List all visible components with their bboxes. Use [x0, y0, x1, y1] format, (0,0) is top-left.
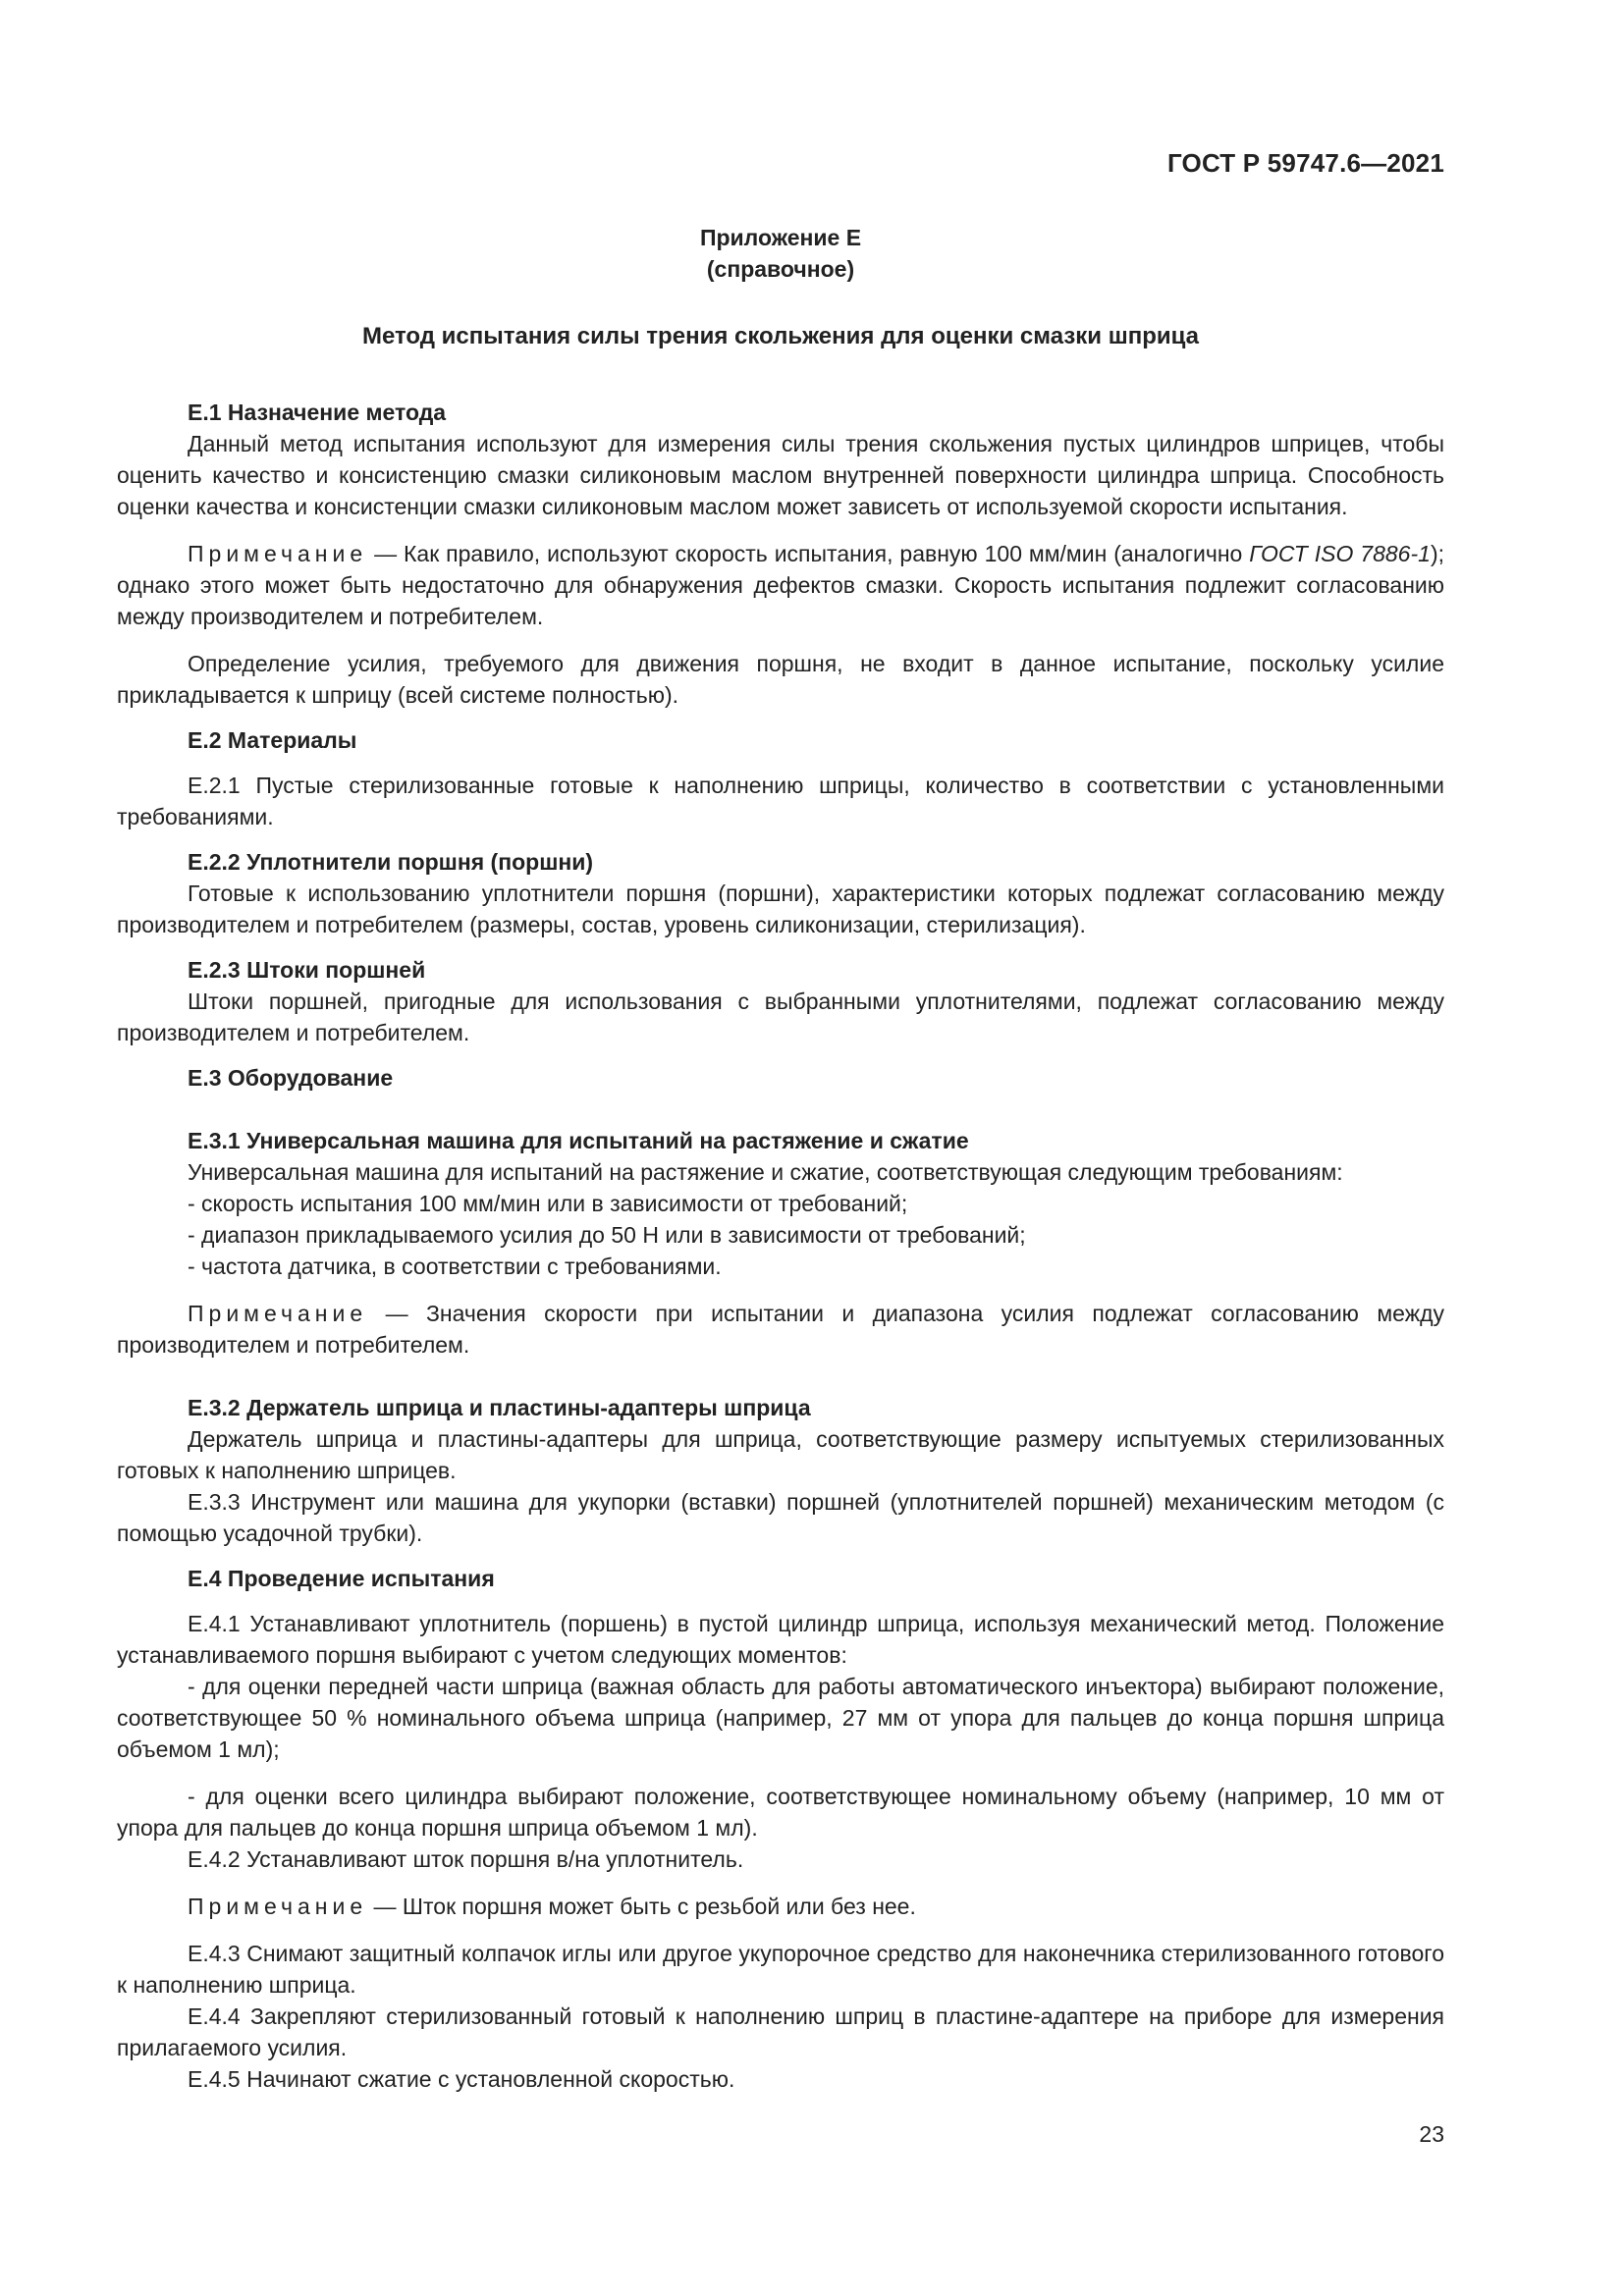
note-text-b: ); однако этого может быть недостаточно для обнаружения дефектов смазки. Скорость испытания подлежит согласованию между производителем и потребителем.: [117, 541, 1444, 629]
annex-header: [117, 222, 1444, 285]
list-item: - частота датчика, в соответствии с требованиями.: [188, 1254, 722, 1279]
annex-title: Метод испытания силы трения скольжения для оценки смазки шприца: [361, 323, 1200, 349]
section-heading-e1: Е.1 Назначение метода: [188, 400, 447, 425]
subsection-heading-e2-3: Е.2.3 Штоки поршней: [188, 957, 426, 983]
section-heading-e4: Е.4 Проведение испытания: [188, 1566, 495, 1591]
annex-label: Приложение Е: [699, 225, 862, 250]
note-text: — Шток поршня может быть с резьбой или без нее.: [367, 1894, 916, 1919]
paragraph-e1-force: Определение усилия, требуемого для движения поршня, не входит в данное испытание, поскольку усилие прикладывается к шприцу (всей системе полностью).: [117, 651, 1444, 708]
annex-type: (справочное): [706, 256, 855, 282]
paragraph-e4-4: Е.4.4 Закрепляют стерилизованный готовый к наполнению шприц в пластине-адаптере на приборе для измерения прилагаемого усилия.: [117, 2003, 1444, 2060]
note-e3: [117, 1298, 1444, 1361]
note-e1: [117, 538, 1444, 632]
paragraph-e1-purpose: Данный метод испытания используют для измерения силы трения скольжения пустых цилиндров шприцев, чтобы оценить качество и консистенцию смазки силиконовым маслом внутренней поверхности цилиндра шприца. Способность оценки качества и консистенции смазки силиконовым маслом может зависеть от используемой скорости испытания.: [117, 431, 1444, 519]
section-heading-e2: Е.2 Материалы: [188, 727, 357, 753]
paragraph-e2-3: Штоки поршней, пригодные для использования с выбранными уплотнителями, подлежат согласованию между производителем и потребителем.: [117, 988, 1444, 1045]
note-text: — Значения скорости при испытании и диапазона усилия подлежат согласованию между производителем и потребителем.: [117, 1301, 1444, 1358]
paragraph-e2-2: Готовые к использованию уплотнители поршня (поршни), характеристики которых подлежат согласованию между производителем и потребителем (размеры, состав, уровень силиконизации, стерилизация).: [117, 881, 1444, 937]
list-item: - для оценки передней части шприца (важная область для работы автоматического инъектора) выбирают положение, соответствующее 50 % номинального объема шприца (например, 27 мм от упора для пальцев до конца поршня шприца объемом 1 мл);: [117, 1674, 1444, 1762]
subsection-heading-e3-1: Е.3.1 Универсальная машина для испытаний на растяжение и сжатие: [188, 1128, 969, 1153]
section-heading-e3: Е.3 Оборудование: [188, 1065, 394, 1091]
note-e4: [117, 1891, 1444, 1922]
list-item: - диапазон прикладываемого усилия до 50 Н или в зависимости от требований;: [188, 1222, 1026, 1248]
document-body: [117, 397, 1444, 2095]
paragraph-e4-5: Е.4.5 Начинают сжатие с установленной скоростью.: [188, 2066, 735, 2092]
paragraph-e3-3: Е.3.3 Инструмент или машина для укупорки (вставки) поршней (уплотнителей поршней) механическим методом (с помощью усадочной трубки).: [117, 1489, 1444, 1546]
paragraph-e3-1: Универсальная машина для испытаний на растяжение и сжатие, соответствующая следующим требованиям:: [188, 1159, 1343, 1185]
note-text-a: — Как правило, используют скорость испытания, равную 100 мм/мин (аналогично: [367, 541, 1250, 566]
list-item: - скорость испытания 100 мм/мин или в зависимости от требований;: [188, 1191, 908, 1216]
subsection-heading-e2-2: Е.2.2 Уплотнители поршня (поршни): [188, 849, 594, 875]
note-label: Примечание: [188, 1301, 368, 1326]
paragraph-e3-2: Держатель шприца и пластины-адаптеры для шприца, соответствующие размеру испытуемых стерилизованных готовых к наполнению шприцев.: [117, 1426, 1444, 1483]
standard-reference: ГОСТ ISO 7886-1: [1249, 541, 1431, 566]
page-number: 23: [1419, 2121, 1444, 2147]
subsection-heading-e3-2: Е.3.2 Держатель шприца и пластины-адаптеры шприца: [188, 1395, 811, 1420]
paragraph-e4-2: Е.4.2 Устанавливают шток поршня в/на уплотнитель.: [188, 1846, 744, 1872]
document-code: ГОСТ Р 59747.6—2021: [1166, 148, 1444, 178]
document-page: [117, 0, 1444, 2296]
paragraph-e2-1: Е.2.1 Пустые стерилизованные готовые к наполнению шприцы, количество в соответствии с установленными требованиями.: [117, 773, 1444, 829]
list-item: - для оценки всего цилиндра выбирают положение, соответствующее номинальному объему (например, 10 мм от упора для пальцев до конца поршня шприца объемом 1 мл).: [117, 1784, 1444, 1841]
paragraph-e4-1: Е.4.1 Устанавливают уплотнитель (поршень) в пустой цилиндр шприца, используя механический метод. Положение устанавливаемого поршня выбирают с учетом следующих моментов:: [117, 1611, 1444, 1668]
note-label: Примечание: [188, 541, 368, 566]
paragraph-e4-3: Е.4.3 Снимают защитный колпачок иглы или другое укупорочное средство для наконечника стерилизованного готового к наполнению шприца.: [117, 1941, 1444, 1998]
note-label: Примечание: [188, 1894, 368, 1919]
